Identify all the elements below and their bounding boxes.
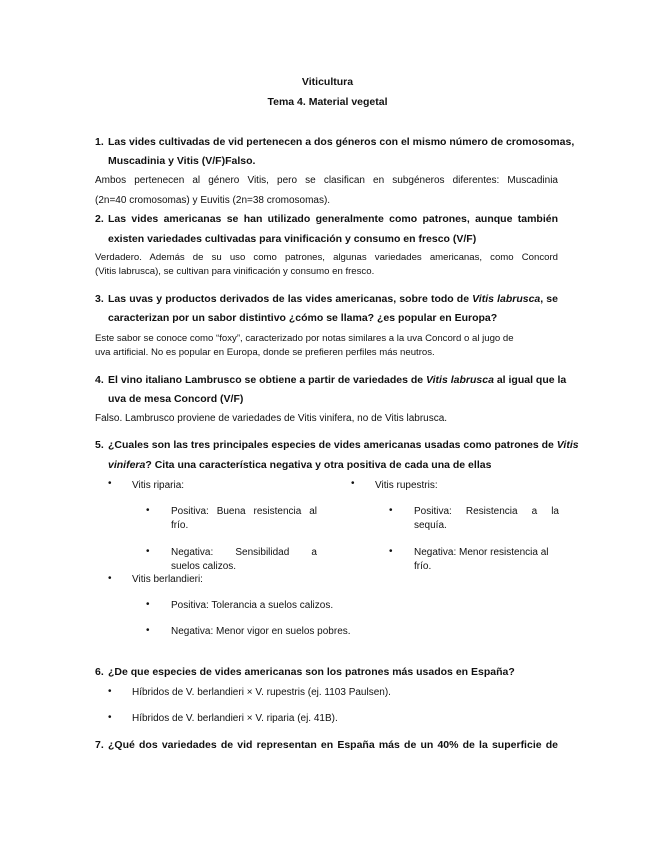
q2-line2: existen variedades cultivadas para vinificación y consumo en fresco (V/F)	[108, 233, 477, 245]
document-subtitle: Tema 4. Material vegetal	[267, 96, 388, 108]
q3-answer-line2: uva artificial. No es popular en Europa, donde se prefieren perfiles más neutros.	[95, 347, 435, 358]
q3-line2: caracterizan por un sabor distintivo ¿cómo se llama? ¿es popular en Europa?	[108, 312, 498, 324]
q6-line1: ¿De que especies de vides americanas son los patrones más usados en España?	[108, 666, 515, 678]
bullet-icon: •	[108, 573, 112, 584]
bullet-icon: •	[108, 478, 112, 489]
riparia-positive-line1: Positiva: Buena resistencia al	[171, 506, 317, 517]
q2-answer-line1: Verdadero. Además de su uso como patrones, algunas variedades americanas, como Concord	[95, 252, 558, 263]
q7-number: 7.	[95, 739, 104, 751]
q2-line1: Las vides americanas se han utilizado generalmente como patrones, aunque también	[108, 213, 558, 225]
q6-item2: Híbridos de V. berlandieri × V. riparia (ej. 41B).	[132, 713, 338, 724]
q6-number: 6.	[95, 666, 104, 678]
q6-item1: Híbridos de V. berlandieri × V. rupestris (ej. 1103 Paulsen).	[132, 687, 391, 698]
bullet-icon: •	[108, 712, 112, 723]
q1-line1: Las vides cultivadas de vid pertenecen a dos géneros con el mismo número de cromosomas,	[108, 136, 575, 148]
q5-line2: vinifera? Cita una característica negativa y otra positiva de cada una de ellas	[108, 459, 492, 471]
bullet-icon: •	[389, 546, 393, 557]
q2-answer-line2: (Vitis labrusca), se cultivan para vinificación y consumo en fresco.	[95, 266, 375, 277]
bullet-icon: •	[146, 546, 150, 557]
q4-line1: El vino italiano Lambrusco se obtiene a partir de variedades de Vitis labrusca al igual que la	[108, 374, 567, 386]
q1-line2: Muscadinia y Vitis (V/F)Falso.	[108, 155, 256, 167]
q4-line2: uva de mesa Concord (V/F)	[108, 393, 244, 405]
q4-number: 4.	[95, 374, 104, 386]
berlandieri-negative: Negativa: Menor vigor en suelos pobres.	[171, 626, 351, 637]
bullet-icon: •	[146, 599, 150, 610]
q5-line1: ¿Cuales son las tres principales especies de vides americanas usadas como patrones de Vitis	[108, 439, 579, 451]
q1-answer-line1: Ambos pertenecen al género Vitis, pero se clasifican en subgéneros diferentes: Muscadinia	[95, 175, 558, 186]
rupestris-negative-line2: frío.	[414, 561, 432, 572]
q3-line1: Las uvas y productos derivados de las vides americanas, sobre todo de Vitis labrusca, se	[108, 293, 558, 305]
riparia-negative-line1: Negativa: Sensibilidad a	[171, 547, 317, 558]
q3-number: 3.	[95, 293, 104, 305]
bullet-icon: •	[389, 505, 393, 516]
q4-answer: Falso. Lambrusco proviene de variedades de Vitis vinifera, no de Vitis labrusca.	[95, 413, 448, 424]
riparia-positive-line2: frío.	[171, 520, 189, 531]
riparia-negative-line2: suelos calizos.	[171, 561, 237, 572]
rupestris-positive-line2: sequía.	[414, 520, 447, 531]
bullet-icon: •	[146, 505, 150, 516]
rupestris-negative-line1: Negativa: Menor resistencia al	[414, 547, 549, 558]
q1-answer-line2: (2n=40 cromosomas) y Euvitis (2n=38 cromosomas).	[95, 195, 331, 206]
berlandieri-name: Vitis berlandieri:	[132, 574, 203, 585]
bullet-icon: •	[146, 625, 150, 636]
rupestris-name: Vitis rupestris:	[375, 480, 438, 491]
q3-answer-line1: Este sabor se conoce como “foxy”, caracterizado por notas similares a la uva Concord o al jugo de	[95, 333, 514, 344]
q7-line1: ¿Qué dos variedades de vid representan en España más de un 40% de la superficie de	[108, 739, 558, 751]
berlandieri-positive: Positiva: Tolerancia a suelos calizos.	[171, 600, 334, 611]
bullet-icon: •	[108, 686, 112, 697]
q5-number: 5.	[95, 439, 104, 451]
document-title: Viticultura	[301, 76, 354, 88]
q2-number: 2.	[95, 213, 104, 225]
q1-number: 1.	[95, 136, 104, 148]
riparia-name: Vitis riparia:	[132, 480, 185, 491]
rupestris-positive-line1: Positiva: Resistencia a la	[414, 506, 559, 517]
bullet-icon: •	[351, 478, 355, 489]
